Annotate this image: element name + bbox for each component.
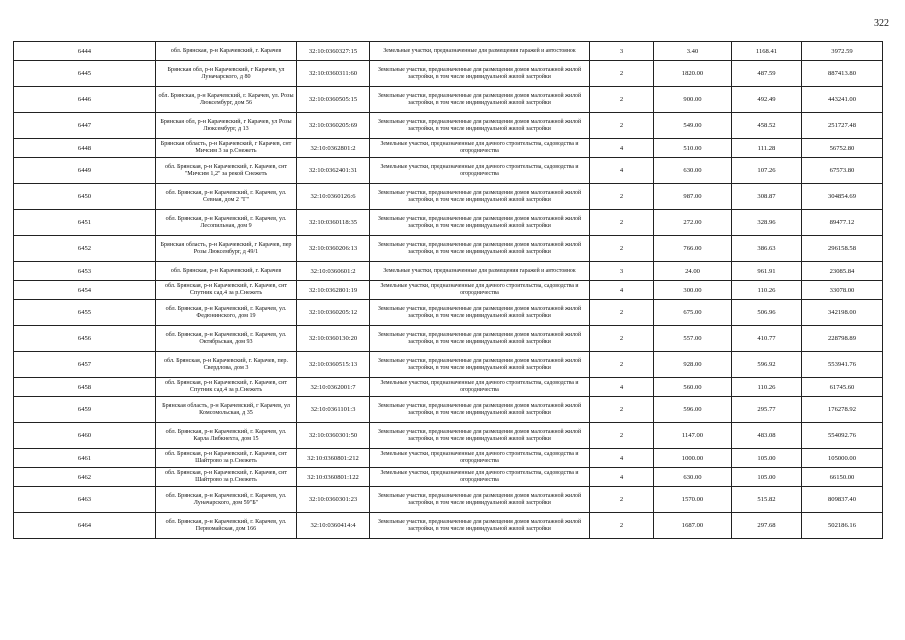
table-row xyxy=(14,449,883,468)
row-number-cell: 6447 xyxy=(14,113,156,139)
specific-value-cell: 105.00 xyxy=(732,468,802,487)
area-cell: 1820.00 xyxy=(654,61,732,87)
specific-value-cell: 110.26 xyxy=(732,378,802,397)
land-use-cell: Земельные участки, предназначенные для размещения домов малоэтажной жилой застройки, в том числе индивидуальной жилой застройки xyxy=(370,352,590,378)
row-number-cell: 6458 xyxy=(14,378,156,397)
land-use-cell: Земельные участки, предназначенные для размещения гаражей и автостоянок xyxy=(370,262,590,281)
category-cell: 3 xyxy=(590,42,654,61)
cadastral-value-cell: 61745.60 xyxy=(802,378,883,397)
row-number-cell: 6456 xyxy=(14,326,156,352)
specific-value-cell: 110.26 xyxy=(732,281,802,300)
area-cell: 272.00 xyxy=(654,210,732,236)
cadastral-number-cell: 32:10:0362801:2 xyxy=(297,139,370,158)
specific-value-cell: 487.59 xyxy=(732,61,802,87)
cadastral-value-cell: 89477.12 xyxy=(802,210,883,236)
cadastral-value-cell: 33078.00 xyxy=(802,281,883,300)
table-row xyxy=(14,397,883,423)
land-use-cell: Земельные участки, предназначенные для дачного строительства, садоводства и огородничества xyxy=(370,378,590,397)
area-cell: 766.00 xyxy=(654,236,732,262)
table-row xyxy=(14,352,883,378)
cadastral-number-cell: 32:10:0360801:122 xyxy=(297,468,370,487)
land-use-cell: Земельные участки, предназначенные для размещения домов малоэтажной жилой застройки, в том числе индивидуальной жилой застройки xyxy=(370,487,590,513)
row-number-cell: 6461 xyxy=(14,449,156,468)
specific-value-cell: 410.77 xyxy=(732,326,802,352)
land-use-cell: Земельные участки, предназначенные для размещения домов малоэтажной жилой застройки, в том числе индивидуальной жилой застройки xyxy=(370,113,590,139)
cadastral-number-cell: 32:10:0360205:69 xyxy=(297,113,370,139)
row-number-cell: 6449 xyxy=(14,158,156,184)
land-use-cell: Земельные участки, предназначенные для размещения домов малоэтажной жилой застройки, в том числе индивидуальной жилой застройки xyxy=(370,184,590,210)
address-cell: обл. Брянская, р-н Карачевский, г. Карачев, ул. Розы Люксембург, дом 56 xyxy=(156,87,297,113)
category-cell: 2 xyxy=(590,87,654,113)
land-use-cell: Земельные участки, предназначенные для размещения домов малоэтажной жилой застройки, в том числе индивидуальной жилой застройки xyxy=(370,300,590,326)
address-cell: обл. Брянская, р-н Карачевский, г. Карачев, ул. Федюнинского, дом 19 xyxy=(156,300,297,326)
row-number-cell: 6445 xyxy=(14,61,156,87)
row-number-cell: 6444 xyxy=(14,42,156,61)
cadastral-number-cell: 32:10:0360414:4 xyxy=(297,513,370,539)
land-use-cell: Земельные участки, предназначенные для размещения домов малоэтажной жилой застройки, в том числе индивидуальной жилой застройки xyxy=(370,236,590,262)
cadastral-number-cell: 32:10:0360327:15 xyxy=(297,42,370,61)
cadastral-value-cell: 342198.00 xyxy=(802,300,883,326)
land-use-cell: Земельные участки, предназначенные для размещения гаражей и автостоянок xyxy=(370,42,590,61)
cadastral-value-cell: 809837.40 xyxy=(802,487,883,513)
row-number-cell: 6460 xyxy=(14,423,156,449)
category-cell: 2 xyxy=(590,184,654,210)
area-cell: 1147.00 xyxy=(654,423,732,449)
land-use-cell: Земельные участки, предназначенные для размещения домов малоэтажной жилой застройки, в том числе индивидуальной жилой застройки xyxy=(370,61,590,87)
cadastral-value-cell: 56752.80 xyxy=(802,139,883,158)
category-cell: 4 xyxy=(590,449,654,468)
address-cell: Брянская обл, р-н Карачевский, г Карачев, ул Луначарского, д 80 xyxy=(156,61,297,87)
cadastral-value-cell: 176278.92 xyxy=(802,397,883,423)
area-cell: 1000.00 xyxy=(654,449,732,468)
specific-value-cell: 308.87 xyxy=(732,184,802,210)
category-cell: 2 xyxy=(590,236,654,262)
area-cell: 1687.00 xyxy=(654,513,732,539)
area-cell: 1570.00 xyxy=(654,487,732,513)
cadastral-value-cell: 105000.00 xyxy=(802,449,883,468)
table-row xyxy=(14,326,883,352)
specific-value-cell: 458.52 xyxy=(732,113,802,139)
address-cell: обл. Брянская, р-н Карачевский, г. Карачев, снт Шайтрово за р.Снежеть xyxy=(156,468,297,487)
category-cell: 4 xyxy=(590,158,654,184)
row-number-cell: 6446 xyxy=(14,87,156,113)
category-cell: 4 xyxy=(590,139,654,158)
cadastral-number-cell: 32:10:0360130:20 xyxy=(297,326,370,352)
cadastral-number-cell: 32:10:0360118:35 xyxy=(297,210,370,236)
address-cell: обл. Брянская, р-н Карачевский, г. Карачев xyxy=(156,262,297,281)
area-cell: 557.00 xyxy=(654,326,732,352)
cadastral-value-cell: 296158.58 xyxy=(802,236,883,262)
cadastral-number-cell: 32:10:0360505:15 xyxy=(297,87,370,113)
row-number-cell: 6450 xyxy=(14,184,156,210)
address-cell: обл. Брянская, р-н Карачевский, г. Карачев, ул. Лесопильная, дом 9 xyxy=(156,210,297,236)
specific-value-cell: 295.77 xyxy=(732,397,802,423)
specific-value-cell: 111.28 xyxy=(732,139,802,158)
address-cell: обл. Брянская, р-н Карачевский, г. Карачев, ул. Карла Либкнехта, дом 15 xyxy=(156,423,297,449)
cadastral-number-cell: 32:10:0360601:2 xyxy=(297,262,370,281)
row-number-cell: 6464 xyxy=(14,513,156,539)
land-use-cell: Земельные участки, предназначенные для размещения домов малоэтажной жилой застройки, в том числе индивидуальной жилой застройки xyxy=(370,210,590,236)
table-row xyxy=(14,513,883,539)
cadastral-number-cell: 32:10:0360206:13 xyxy=(297,236,370,262)
address-cell: Брянская обл, р-н Карачевский, г Карачев, ул Розы Люксембург, д 13 xyxy=(156,113,297,139)
category-cell: 2 xyxy=(590,397,654,423)
cadastral-number-cell: 32:10:0361101:3 xyxy=(297,397,370,423)
area-cell: 596.00 xyxy=(654,397,732,423)
category-cell: 3 xyxy=(590,262,654,281)
area-cell: 24.00 xyxy=(654,262,732,281)
row-number-cell: 6453 xyxy=(14,262,156,281)
cadastral-value-cell: 887413.80 xyxy=(802,61,883,87)
specific-value-cell: 492.49 xyxy=(732,87,802,113)
category-cell: 4 xyxy=(590,281,654,300)
row-number-cell: 6457 xyxy=(14,352,156,378)
address-cell: обл. Брянская, р-н Карачевский, г. Карачев, снт Спутник сад.4 за р.Снежеть xyxy=(156,378,297,397)
cadastral-number-cell: 32:10:0360515:13 xyxy=(297,352,370,378)
specific-value-cell: 105.00 xyxy=(732,449,802,468)
category-cell: 2 xyxy=(590,61,654,87)
specific-value-cell: 961.91 xyxy=(732,262,802,281)
category-cell: 2 xyxy=(590,113,654,139)
table-row xyxy=(14,262,883,281)
area-cell: 300.00 xyxy=(654,281,732,300)
table-row xyxy=(14,487,883,513)
table-row xyxy=(14,300,883,326)
land-use-cell: Земельные участки, предназначенные для размещения домов малоэтажной жилой застройки, в том числе индивидуальной жилой застройки xyxy=(370,326,590,352)
cadastral-value-cell: 553941.76 xyxy=(802,352,883,378)
address-cell: обл. Брянская, р-н Карачевский, г. Карачев, снт "Мичсим 1,2" за рекой Снежеть xyxy=(156,158,297,184)
land-use-cell: Земельные участки, предназначенные для размещения домов малоэтажной жилой застройки, в том числе индивидуальной жилой застройки xyxy=(370,513,590,539)
row-number-cell: 6448 xyxy=(14,139,156,158)
row-number-cell: 6463 xyxy=(14,487,156,513)
cadastral-value-cell: 304854.69 xyxy=(802,184,883,210)
category-cell: 2 xyxy=(590,352,654,378)
cadastral-value-table xyxy=(13,41,883,539)
area-cell: 3.40 xyxy=(654,42,732,61)
category-cell: 2 xyxy=(590,210,654,236)
table-row xyxy=(14,281,883,300)
land-use-cell: Земельные участки, предназначенные для размещения домов малоэтажной жилой застройки, в том числе индивидуальной жилой застройки xyxy=(370,423,590,449)
cadastral-value-cell: 23085.84 xyxy=(802,262,883,281)
cadastral-number-cell: 32:10:0360311:60 xyxy=(297,61,370,87)
area-cell: 630.00 xyxy=(654,158,732,184)
cadastral-value-cell: 554092.76 xyxy=(802,423,883,449)
table-row xyxy=(14,468,883,487)
category-cell: 2 xyxy=(590,487,654,513)
category-cell: 2 xyxy=(590,513,654,539)
cadastral-number-cell: 32:10:0360301:23 xyxy=(297,487,370,513)
address-cell: обл. Брянская, р-н Карачевский, г. Карачев, снт Спутник сад.4 за р.Снежеть xyxy=(156,281,297,300)
specific-value-cell: 328.96 xyxy=(732,210,802,236)
cadastral-value-cell: 251727.48 xyxy=(802,113,883,139)
cadastral-number-cell: 32:10:0362001:7 xyxy=(297,378,370,397)
row-number-cell: 6451 xyxy=(14,210,156,236)
address-cell: Брянская область, р-н Карачевский, г Карачев, ул Комсомольская, д 35 xyxy=(156,397,297,423)
cadastral-number-cell: 32:10:0362401:31 xyxy=(297,158,370,184)
cadastral-value-cell: 443241.00 xyxy=(802,87,883,113)
specific-value-cell: 515.82 xyxy=(732,487,802,513)
cadastral-value-cell: 66150.00 xyxy=(802,468,883,487)
row-number-cell: 6452 xyxy=(14,236,156,262)
category-cell: 2 xyxy=(590,423,654,449)
address-cell: обл. Брянская, р-н Карачевский, г. Карачев, пер. Свердлова, дом 3 xyxy=(156,352,297,378)
specific-value-cell: 483.08 xyxy=(732,423,802,449)
area-cell: 675.00 xyxy=(654,300,732,326)
table-row xyxy=(14,139,883,158)
table-row xyxy=(14,158,883,184)
specific-value-cell: 596.92 xyxy=(732,352,802,378)
category-cell: 4 xyxy=(590,378,654,397)
page-number: 322 xyxy=(874,18,889,29)
area-cell: 510.00 xyxy=(654,139,732,158)
cadastral-number-cell: 32:10:0360301:50 xyxy=(297,423,370,449)
area-cell: 928.00 xyxy=(654,352,732,378)
address-cell: Брянская область, р-н Карачевский, г Карачев, пер Розы Люксембург, д 49/1 xyxy=(156,236,297,262)
specific-value-cell: 1168.41 xyxy=(732,42,802,61)
row-number-cell: 6454 xyxy=(14,281,156,300)
cadastral-value-cell: 502186.16 xyxy=(802,513,883,539)
table-row xyxy=(14,378,883,397)
land-use-cell: Земельные участки, предназначенные для дачного строительства, садоводства и огородничества xyxy=(370,158,590,184)
table-row xyxy=(14,423,883,449)
category-cell: 4 xyxy=(590,468,654,487)
table-row xyxy=(14,87,883,113)
specific-value-cell: 297.68 xyxy=(732,513,802,539)
land-use-cell: Земельные участки, предназначенные для дачного строительства, садоводства и огородничества xyxy=(370,449,590,468)
row-number-cell: 6462 xyxy=(14,468,156,487)
category-cell: 2 xyxy=(590,326,654,352)
cadastral-value-cell: 67573.80 xyxy=(802,158,883,184)
row-number-cell: 6455 xyxy=(14,300,156,326)
specific-value-cell: 107.26 xyxy=(732,158,802,184)
category-cell: 2 xyxy=(590,300,654,326)
table-row xyxy=(14,236,883,262)
land-use-cell: Земельные участки, предназначенные для дачного строительства, садоводства и огородничества xyxy=(370,281,590,300)
specific-value-cell: 506.96 xyxy=(732,300,802,326)
cadastral-value-cell: 228798.89 xyxy=(802,326,883,352)
area-cell: 560.00 xyxy=(654,378,732,397)
address-cell: обл. Брянская, р-н Карачевский, г. Карачев xyxy=(156,42,297,61)
table-row xyxy=(14,61,883,87)
area-cell: 900.00 xyxy=(654,87,732,113)
table-row xyxy=(14,42,883,61)
cadastral-number-cell: 32:10:0362801:19 xyxy=(297,281,370,300)
table-row xyxy=(14,184,883,210)
address-cell: обл. Брянская, р-н Карачевский, г. Карачев, ул. Первомайская, дом 166 xyxy=(156,513,297,539)
table-row xyxy=(14,210,883,236)
cadastral-number-cell: 32:10:0360801:212 xyxy=(297,449,370,468)
address-cell: Брянская область, р-н Карачевский, г Карачев, снт Мичсим 3 за р.Снежеть xyxy=(156,139,297,158)
row-number-cell: 6459 xyxy=(14,397,156,423)
address-cell: обл. Брянская, р-н Карачевский, г. Карачев, ул. Октябрьская, дом 93 xyxy=(156,326,297,352)
cadastral-number-cell: 32:10:0360205:12 xyxy=(297,300,370,326)
area-cell: 987.00 xyxy=(654,184,732,210)
cadastral-number-cell: 32:10:0360126:6 xyxy=(297,184,370,210)
land-use-cell: Земельные участки, предназначенные для дачного строительства, садоводства и огородничества xyxy=(370,468,590,487)
address-cell: обл. Брянская, р-н Карачевский, г. Карачев, ул. Севная, дом 2 "Г" xyxy=(156,184,297,210)
address-cell: обл. Брянская, р-н Карачевский, г. Карачев, снт Шайтрово за р.Снежеть xyxy=(156,449,297,468)
land-use-cell: Земельные участки, предназначенные для дачного строительства, садоводства и огородничества xyxy=(370,139,590,158)
cadastral-value-cell: 3972.59 xyxy=(802,42,883,61)
specific-value-cell: 386.63 xyxy=(732,236,802,262)
address-cell: обл. Брянская, р-н Карачевский, г. Карачев, ул. Луначарского, дом 59"Б" xyxy=(156,487,297,513)
land-use-cell: Земельные участки, предназначенные для размещения домов малоэтажной жилой застройки, в том числе индивидуальной жилой застройки xyxy=(370,397,590,423)
land-use-cell: Земельные участки, предназначенные для размещения домов малоэтажной жилой застройки, в том числе индивидуальной жилой застройки xyxy=(370,87,590,113)
table-row xyxy=(14,113,883,139)
area-cell: 630.00 xyxy=(654,468,732,487)
area-cell: 549.00 xyxy=(654,113,732,139)
